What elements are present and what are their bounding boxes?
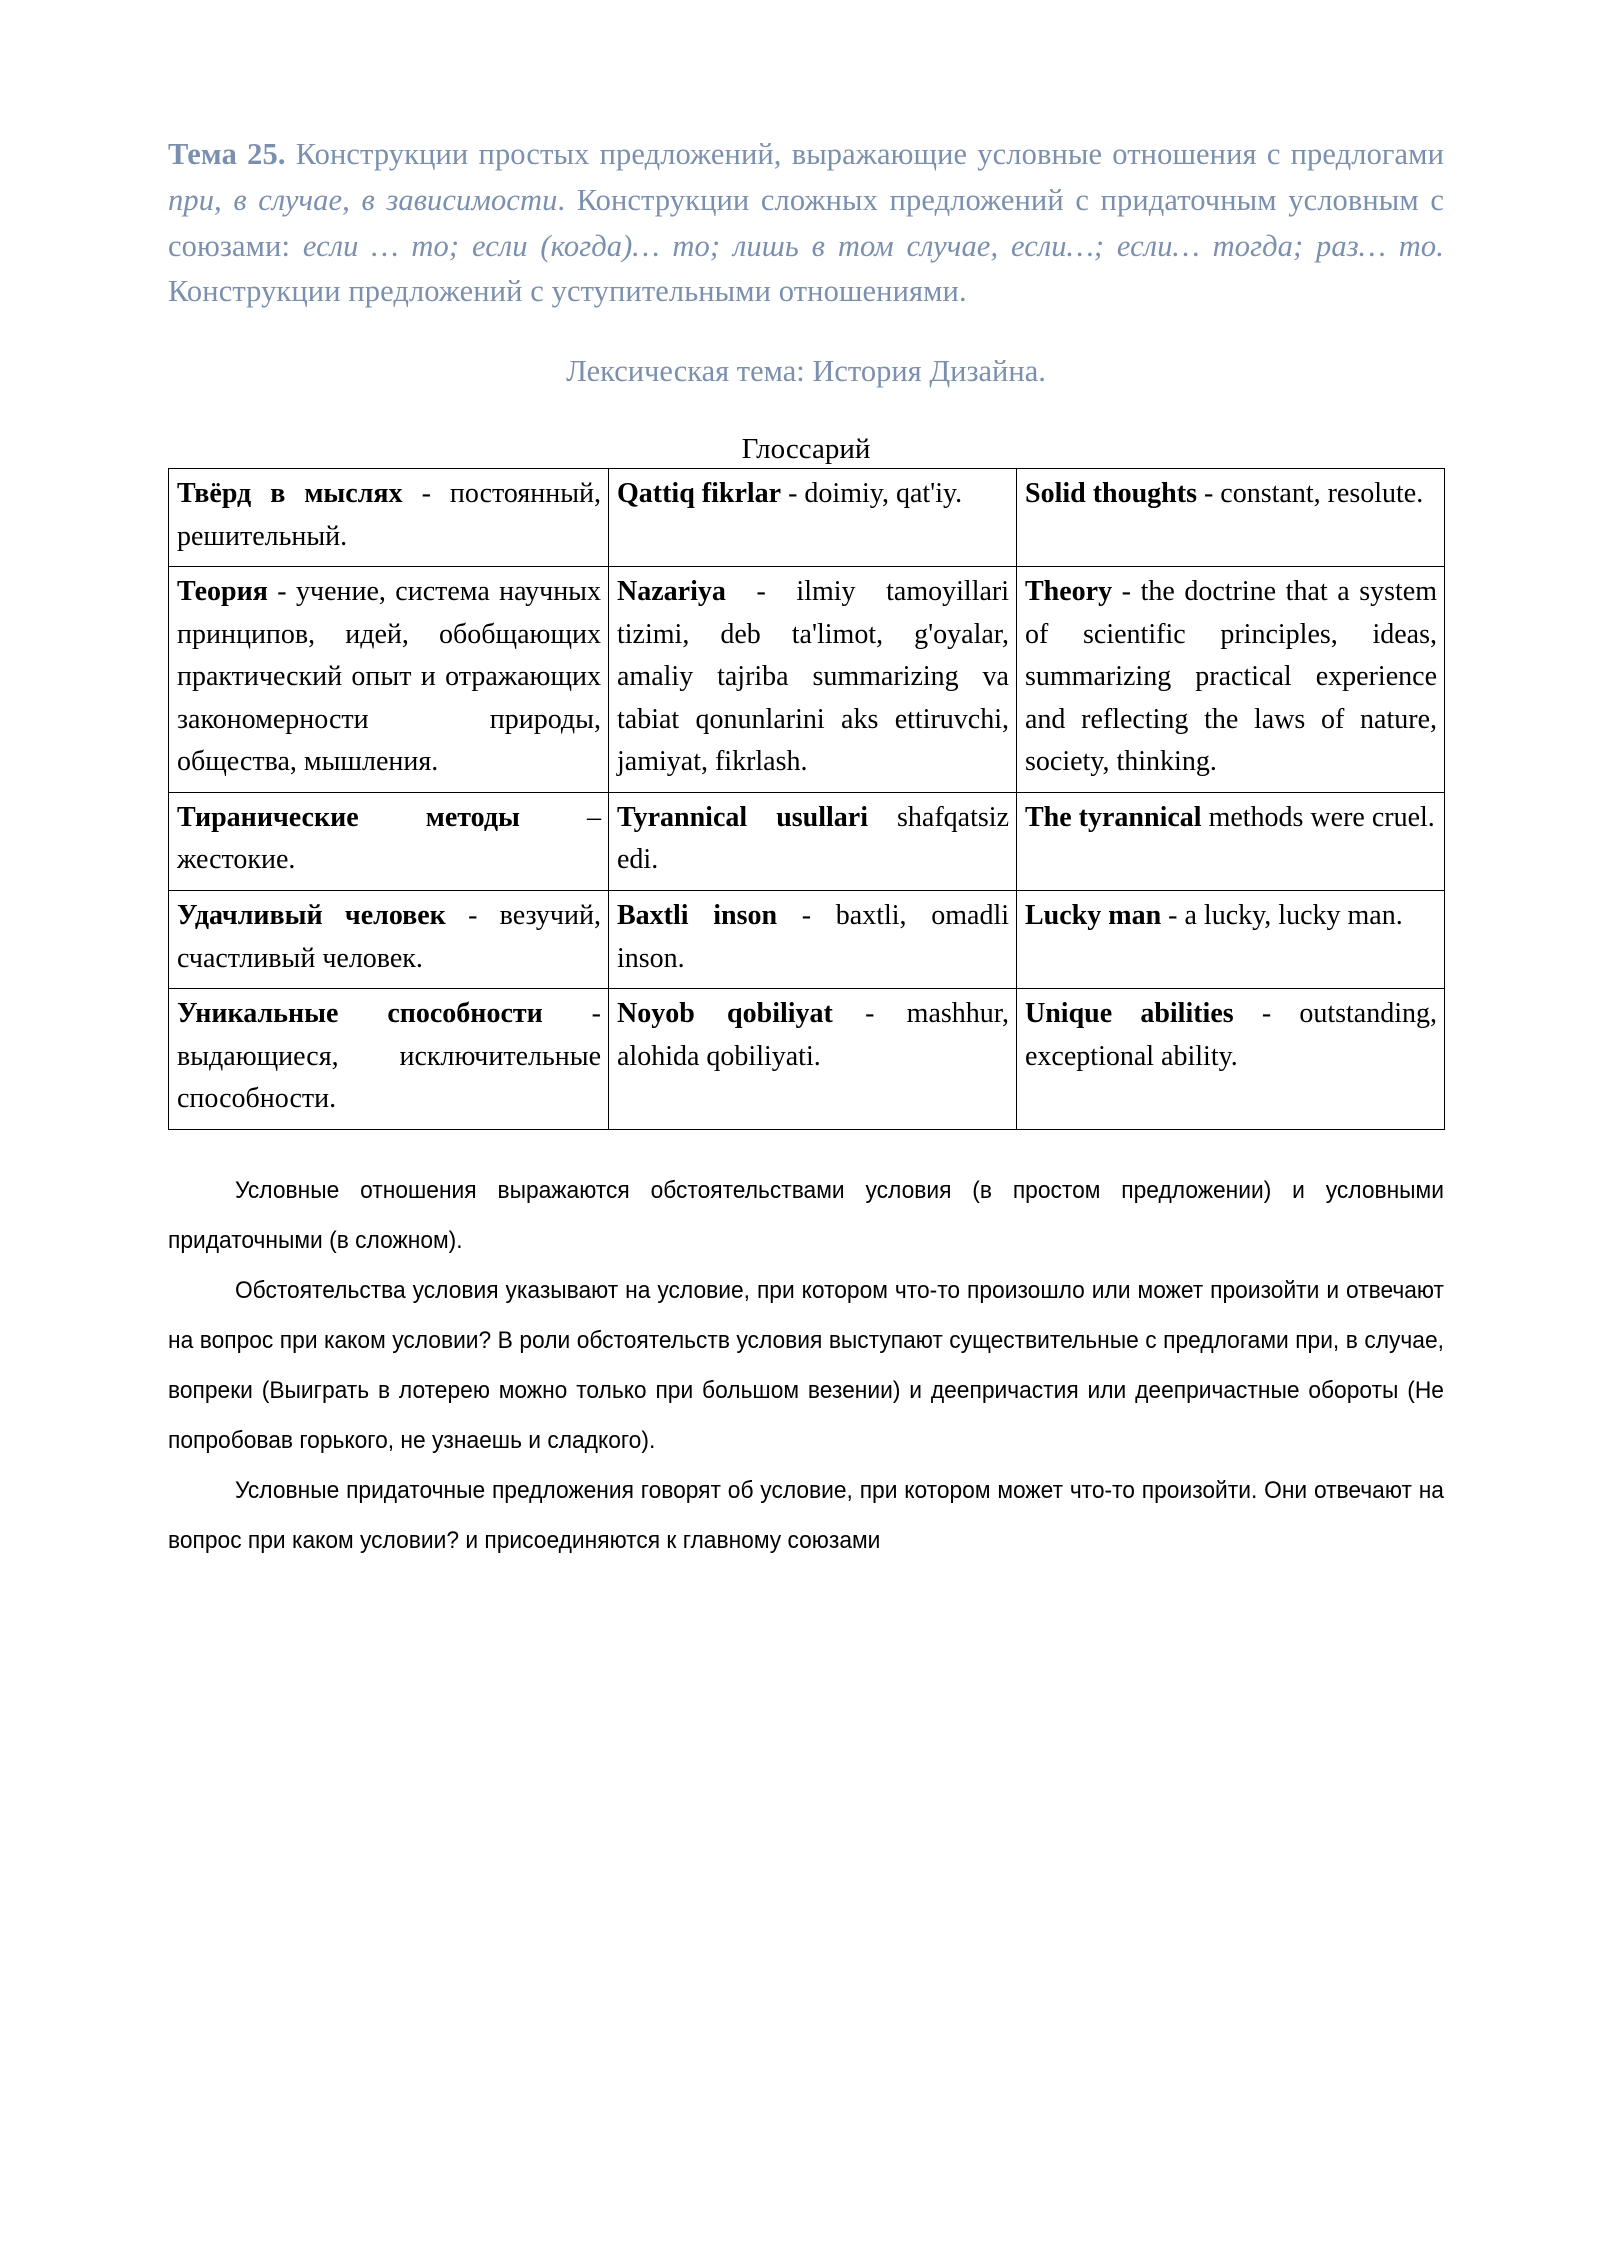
glossary-def-uz: - ilmiy tamoyillari tizimi, deb ta'limot, g'oyalar, amaliy tajriba summarizing va tabiat qonunlarini aks ettiruvchi, jamiyat, fikrlash. <box>617 576 1009 778</box>
glossary-cell-en <box>1017 469 1445 567</box>
topic-text-3: Конструкции предложений с уступительными отношениями. <box>168 274 967 309</box>
glossary-cell-uz <box>609 469 1017 567</box>
glossary-def-ru: – жестокие. <box>177 801 602 876</box>
glossary-term-uz: Nazariya <box>617 576 726 608</box>
glossary-cell-ru <box>169 989 609 1130</box>
topic-text-1: Конструкции простых предложений, выражающие условные отношения с предлогами <box>285 137 1444 171</box>
table-row <box>169 469 1445 567</box>
glossary-term-en: Theory <box>1025 576 1113 608</box>
table-row <box>169 567 1445 793</box>
glossary-term-en: Unique abilities <box>1025 998 1234 1030</box>
table-row <box>169 891 1445 989</box>
topic-text-2: . Конструкции сложных предложений с придаточным условным с союзами: <box>168 182 1444 263</box>
glossary-cell-uz <box>609 989 1017 1130</box>
glossary-term-ru: Тиранические методы <box>177 801 520 833</box>
glossary-term-uz: Noyob qobiliyat <box>617 998 833 1030</box>
glossary-def-ru: - выдающиеся, исключительные способности. <box>177 998 601 1115</box>
document-content <box>168 132 1444 1566</box>
glossary-cell-ru <box>169 891 609 989</box>
glossary-term-ru: Удачливый человек <box>177 900 446 932</box>
glossary-def-en: - constant, resolute. <box>1196 478 1424 510</box>
glossary-cell-en <box>1017 891 1445 989</box>
glossary-cell-en <box>1017 567 1445 793</box>
glossary-def-ru: - везучий, счастливый человек. <box>177 900 601 974</box>
glossary-term-uz: Tyrannical usullari <box>617 801 868 833</box>
topic-heading <box>168 132 1444 315</box>
glossary-caption: Глоссарий <box>741 432 871 465</box>
topic-italic-1: при, в случае, в зависимости <box>168 182 558 217</box>
glossary-cell-uz <box>609 891 1017 989</box>
glossary-term-en: The tyrannical <box>1025 801 1202 833</box>
table-row <box>169 792 1445 890</box>
glossary-term-uz: Qattiq fikrlar <box>617 478 782 510</box>
glossary-term-uz: Baxtli inson <box>617 900 778 932</box>
glossary-def-en: - a lucky, lucky man. <box>1161 900 1403 932</box>
topic-italic-2: если … то; если (когда)… то; лишь в том случае, если…; если… тогда; раз… то. <box>302 228 1444 263</box>
glossary-def-uz: - doimiy, qat'iy. <box>781 478 963 510</box>
glossary-table <box>168 468 1445 1130</box>
glossary-cell-uz <box>609 792 1017 890</box>
body-paragraph: Обстоятельства условия указывают на условие, при котором что-то произошло или может произойти и отвечают на вопрос при каком условии? В роли обстоятельств условия выступают существительные с предлогами при, в случае, вопреки (Выиграть в лотерею можно только при большом везении) и деепричастия или деепричастные обороты (Не попробовав горького, не узнаешь и сладкого). <box>168 1276 1444 1454</box>
glossary-term-ru: Твёрд в мыслях <box>177 478 403 510</box>
glossary-term-en: Solid thoughts <box>1025 478 1197 510</box>
glossary-cell-ru <box>169 792 609 890</box>
glossary-cell-ru <box>169 469 609 567</box>
body-paragraph: Условные отношения выражаются обстоятельствами условия (в простом предложении) и условными придаточными (в сложном). <box>168 1176 1444 1254</box>
glossary-def-ru: - учение, система научных принципов, идей, обобщающих практический опыт и отражающих закономерности природы, общества, мышления. <box>177 576 601 778</box>
topic-label: Тема 25. <box>168 137 286 171</box>
glossary-def-ru: - постоянный, решительный. <box>177 478 601 552</box>
glossary-def-en: - outstanding, exceptional ability. <box>1025 998 1437 1072</box>
glossary-def-en: methods were cruel. <box>1201 801 1435 833</box>
glossary-cell-uz <box>609 567 1017 793</box>
body-text <box>168 1166 1444 1566</box>
glossary-def-uz: - baxtli, omadli inson. <box>617 900 1009 974</box>
glossary-term-en: Lucky man <box>1025 900 1162 932</box>
glossary-term-ru: Уникальные способности <box>177 998 543 1030</box>
table-row <box>169 989 1445 1130</box>
glossary-def-uz: - mashhur, alohida qobiliyati. <box>617 998 1009 1072</box>
glossary-cell-ru <box>169 567 609 793</box>
glossary-cell-en <box>1017 792 1445 890</box>
glossary-cell-en <box>1017 989 1445 1130</box>
body-paragraph: Условные придаточные предложения говорят об условие, при котором может что-то произойти. Они отвечают на вопрос при каком условии? и присоединяются к главному союзами <box>168 1476 1444 1554</box>
lexical-theme: Лексическая тема: История Дизайна. <box>566 354 1046 388</box>
glossary-def-en: - the doctrine that a system of scientific principles, ideas, summarizing practical experience and reflecting the laws of nature, society, thinking. <box>1025 576 1437 778</box>
glossary-def-uz: shafqatsiz edi. <box>617 801 1009 876</box>
glossary-term-ru: Теория <box>177 576 268 608</box>
